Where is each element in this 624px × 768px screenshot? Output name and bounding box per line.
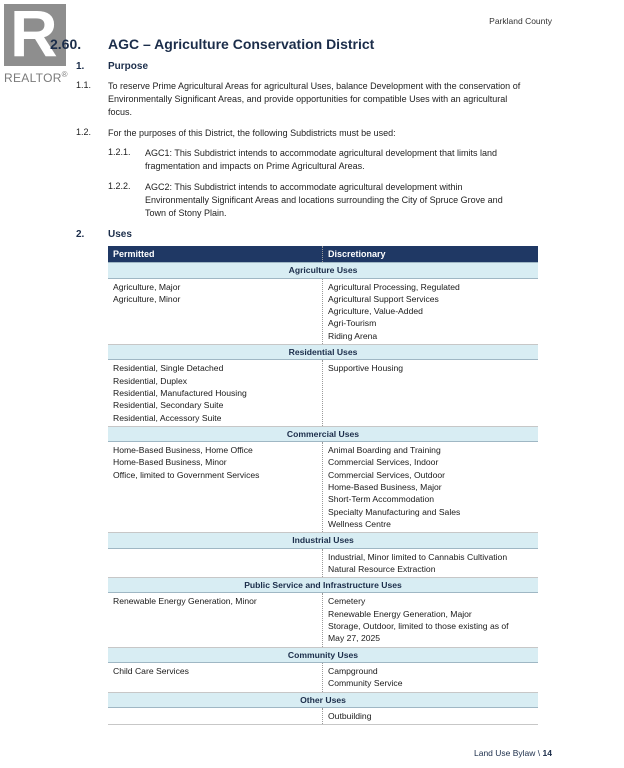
para-1-2-1-number: 1.2.1.: [108, 147, 131, 157]
table-header-row: [108, 246, 538, 263]
category-row: [108, 426, 538, 441]
table-row: [108, 278, 538, 344]
discretionary-use: Commercial Services, Indoor: [328, 457, 439, 468]
discretionary-use: Riding Arena: [328, 330, 378, 341]
permitted-use: Home-Based Business, Home Office: [113, 445, 253, 456]
permitted-use: Residential, Duplex: [113, 375, 188, 386]
page-title: AGC – Agriculture Conservation District: [108, 36, 375, 52]
permitted-use: Residential, Secondary Suite: [113, 400, 224, 411]
para-1-1-number: 1.1.: [76, 80, 92, 90]
table-row: [108, 593, 538, 647]
permitted-use: Residential, Manufactured Housing: [113, 387, 247, 398]
permitted-cell: [108, 662, 323, 692]
category-label: Agriculture Uses: [108, 263, 538, 278]
category-label: Residential Uses: [108, 345, 538, 360]
discretionary-cell: [323, 593, 539, 647]
category-row: [108, 533, 538, 548]
discretionary-cell: [323, 662, 539, 692]
permitted-use: Agriculture, Major: [113, 281, 181, 292]
discretionary-use: May 27, 2025: [328, 633, 381, 644]
permitted-cell: [108, 593, 323, 647]
category-row: [108, 345, 538, 360]
discretionary-cell: [323, 360, 539, 426]
category-row: [108, 578, 538, 593]
discretionary-use: Agricultural Processing, Regulated: [328, 281, 460, 292]
permitted-use: Home-Based Business, Minor: [113, 457, 227, 468]
discretionary-use: Agriculture, Value-Added: [328, 306, 423, 317]
discretionary-use: Supportive Housing: [328, 363, 404, 374]
permitted-cell: [108, 278, 323, 344]
page-number: 14: [542, 748, 552, 758]
table-row: [108, 662, 538, 692]
table-row: [108, 707, 538, 724]
category-label: Commercial Uses: [108, 426, 538, 441]
realtor-logo-letter: R: [10, 0, 58, 70]
discretionary-cell: [323, 442, 539, 533]
discretionary-use: Home-Based Business, Major: [328, 482, 442, 493]
county-header: Parkland County: [489, 16, 552, 26]
para-1-2-1-text: AGC1: This Subdistrict intends to accommodate agricultural development that limits land fragmentation and impacts on Prime Agricultural Areas.: [145, 148, 498, 171]
table-row: [108, 548, 538, 578]
discretionary-use: Campground: [328, 665, 378, 676]
permitted-use: Office, limited to Government Services: [113, 469, 260, 480]
purpose-number: 1.: [76, 61, 85, 72]
discretionary-use: Agricultural Support Services: [328, 293, 439, 304]
discretionary-use: Animal Boarding and Training: [328, 445, 441, 456]
table-row: [108, 360, 538, 426]
category-row: [108, 647, 538, 662]
permitted-use: Residential, Accessory Suite: [113, 412, 222, 423]
permitted-cell: [108, 442, 323, 533]
col-discretionary: Discretionary: [323, 246, 539, 263]
category-label: Public Service and Infrastructure Uses: [108, 578, 538, 593]
discretionary-use: Community Service: [328, 678, 403, 689]
para-1-2-text: For the purposes of this District, the following Subdistricts must be used:: [108, 128, 396, 138]
uses-table: [108, 246, 538, 725]
category-row: [108, 692, 538, 707]
permitted-cell: [108, 707, 323, 724]
uses-number: 2.: [76, 229, 85, 240]
discretionary-cell: [323, 278, 539, 344]
page-footer: [474, 748, 552, 758]
permitted-use: Renewable Energy Generation, Minor: [113, 596, 257, 607]
discretionary-use: Renewable Energy Generation, Major: [328, 608, 472, 619]
discretionary-use: Short-Term Accommodation: [328, 494, 435, 505]
discretionary-use: Agri-Tourism: [328, 318, 377, 329]
permitted-use: Child Care Services: [113, 665, 189, 676]
realtor-brand-text: REALTOR®: [4, 70, 68, 85]
para-1-1-text: To reserve Prime Agricultural Areas for agricultural Uses, balance Development with the conservation of Environmentally Significant Areas, and provide opportunities for compatible Uses with an agricultural focus.: [108, 81, 521, 117]
category-label: Community Uses: [108, 647, 538, 662]
category-label: Industrial Uses: [108, 533, 538, 548]
section-number: 2.60.: [50, 36, 82, 52]
category-label: Other Uses: [108, 692, 538, 707]
para-1-2-2-number: 1.2.2.: [108, 181, 131, 191]
footer-label: Land Use Bylaw \: [474, 748, 541, 758]
col-permitted: Permitted: [108, 246, 323, 263]
para-1-2-2-text: AGC2: This Subdistrict intends to accommodate agricultural development within Environmentally Significant Areas and locations surrounding the City of Spruce Grove and Town of Stony Plain.: [145, 182, 503, 218]
discretionary-use: Specialty Manufacturing and Sales: [328, 506, 461, 517]
permitted-use: Agriculture, Minor: [113, 293, 181, 304]
discretionary-use: Industrial, Minor limited to Cannabis Cultivation: [328, 551, 508, 562]
uses-heading: Uses: [108, 229, 132, 240]
discretionary-cell: [323, 548, 539, 578]
permitted-use: Residential, Single Detached: [113, 363, 224, 374]
discretionary-use: Storage, Outdoor, limited to those existing as of: [328, 621, 509, 632]
discretionary-use: Natural Resource Extraction: [328, 563, 436, 574]
category-row: [108, 263, 538, 278]
para-1-2-number: 1.2.: [76, 127, 92, 137]
discretionary-use: Commercial Services, Outdoor: [328, 469, 446, 480]
purpose-heading: Purpose: [108, 61, 149, 72]
discretionary-cell: [323, 707, 539, 724]
permitted-cell: [108, 548, 323, 578]
discretionary-use: Outbuilding: [328, 710, 372, 721]
table-row: [108, 442, 538, 533]
discretionary-use: Cemetery: [328, 596, 366, 607]
discretionary-use: Wellness Centre: [328, 518, 391, 529]
permitted-cell: [108, 360, 323, 426]
